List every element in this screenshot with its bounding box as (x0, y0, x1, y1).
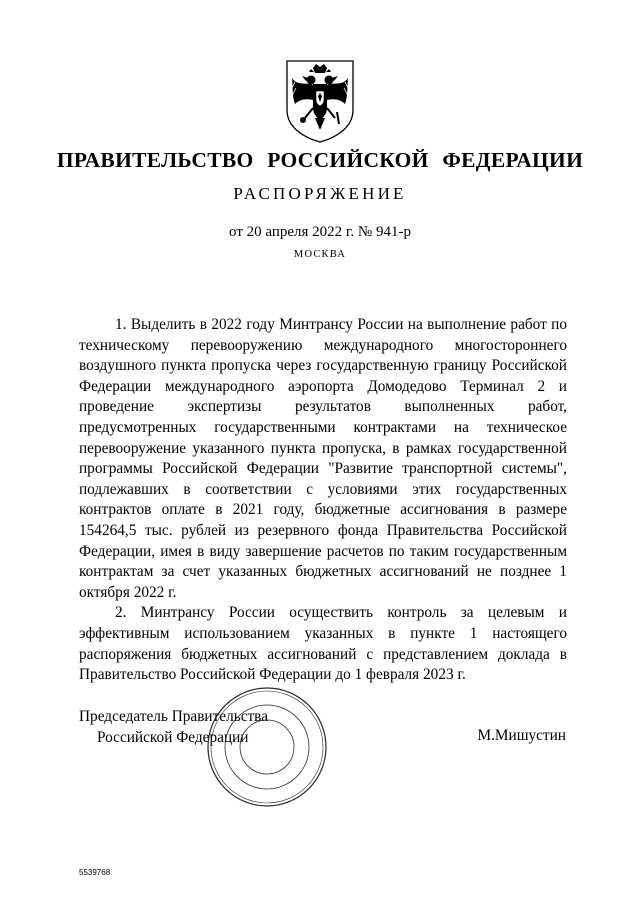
paragraph-2: 2. Минтрансу России осуществить контроль за целевым и эффективным использованием указанных в пункте 1 настоящего распоряжения бюджетных ассигнований с представлением доклада в Правительство Российской Федерации до 1 февраля 2023 г. (79, 604, 567, 684)
signatory-title-line-1: Председатель Правительства (79, 708, 268, 725)
document-type: РАСПОРЯЖЕНИЕ (233, 184, 407, 203)
russian-coat-of-arms-icon (283, 58, 357, 144)
document-city: МОСКВА (293, 249, 347, 260)
signatory-name: М.Мишустин (477, 727, 566, 744)
signatory-title-line-2: Российской Федерации (97, 729, 249, 746)
paragraph-1: 1. Выделить в 2022 году Минтрансу России на выполнение работ по техническому перевооружению международного многостороннего воздушного пункта пропуска через государственную границу Российской Федерации международного аэропорта Домодедово Терминал 2 и проведение экспертизы результатов выполненных работ, предусмотренных государственными контрактами на техническое перевооружение указанного пункта пропуска, в рамках государственной программы Российской Федерации "Развитие транспортной системы", подлежавших в соответствии с условиями этих государственных контрактов оплате в 2021 году, бюджетные ассигнования в размере 154264,5 тыс. рублей из резервного фонда Правительства Российской Федерации, имея в виду завершение расчетов по таким государственным контрактам за счет указанных бюджетных ассигнований не позднее 1 октября 2022 г. (79, 316, 567, 601)
document-date-number: от 20 апреля 2022 г. № 941-р (229, 224, 411, 240)
document-body (79, 315, 567, 686)
government-title: ПРАВИТЕЛЬСТВО РОССИЙСКОЙ ФЕДЕРАЦИИ (56, 148, 584, 172)
official-seal-stamp (206, 686, 328, 808)
document-code: 5539768 (79, 868, 111, 877)
